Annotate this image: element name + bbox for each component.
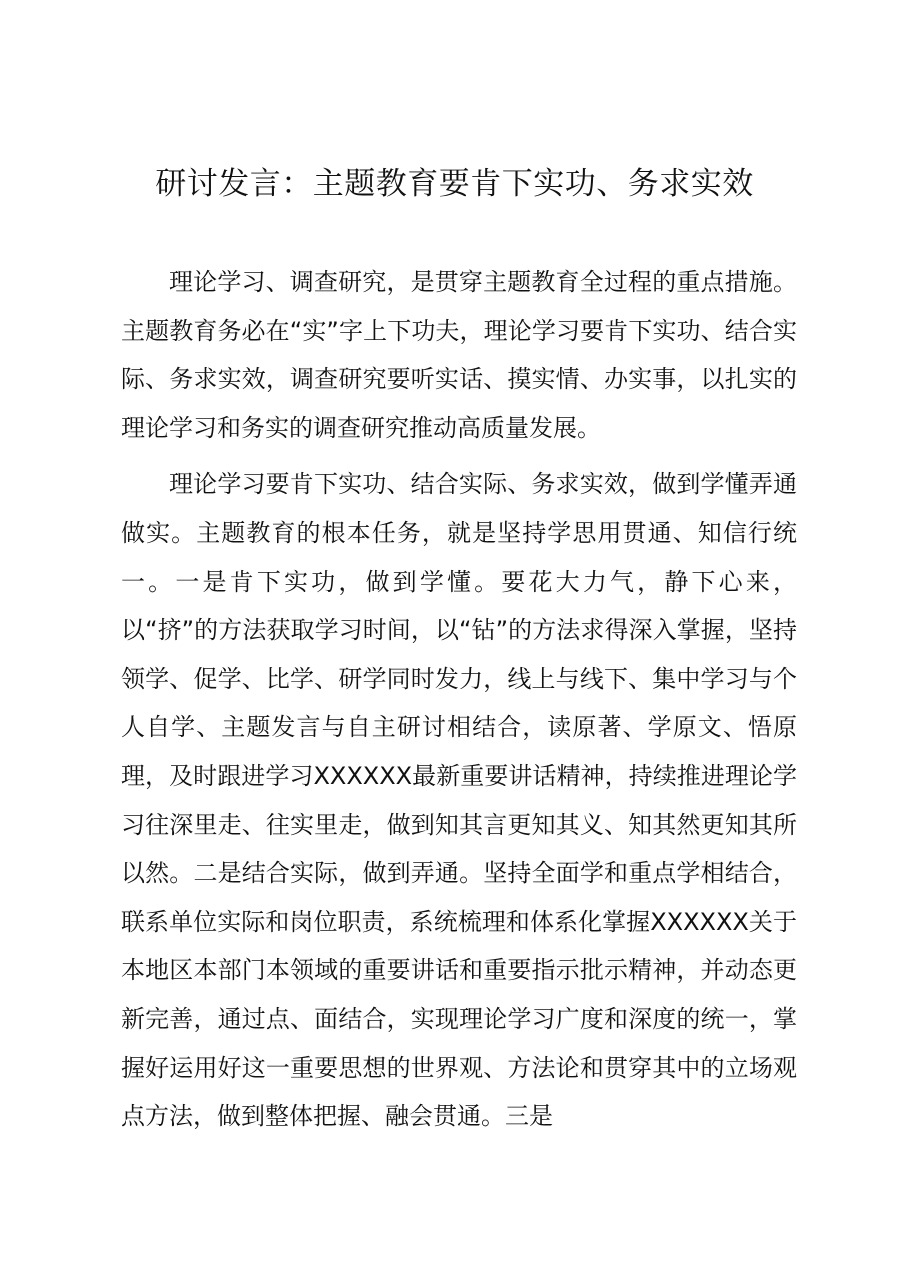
document-body xyxy=(121,258,797,1149)
paragraph-1: 理论学习、调查研究，是贯穿主题教育全过程的重点措施。主题教育务必在“实”字上下功夫，理论学习要肯下实功、结合实际、务求实效，调查研究要听实话、摸实情、办实事，以扎实的理论学习和务实的调查研究推动高质量发展。 xyxy=(121,268,797,442)
document-title: 研讨发言：主题教育要肯下实功、务求实效 xyxy=(155,166,754,202)
paragraph-2: 理论学习要肯下实功、结合实际、务求实效，做到学懂弄通做实。主题教育的根本任务，就是坚持学思用贯通、知信行统一。一是肯下实功，做到学懂。要花大力气，静下心来，以“挤”的方法获取学习时间，以“钻”的方法求得深入掌握，坚持领学、促学、比学、研学同时发力，线上与线下、集中学习与个人自学、主题发言与自主研讨相结合，读原著、学原文、悟原理，及时跟进学习XXXXXX最新重要讲话精神，持续推进理论学习往深里走、往实里走，做到知其言更知其义、知其然更知其所以然。二是结合实际，做到弄通。坚持全面学和重点学相结合，联系单位实际和岗位职责，系统梳理和体系化掌握XXXXXX关于本地区本部门本领域的重要讲话和重要指示批示精神，并动态更新完善，通过点、面结合，实现理论学习广度和深度的统一，掌握好运用好这一重要思想的世界观、方法论和贯穿其中的立场观点方法，做到整体把握、融会贯通。三是 xyxy=(121,470,797,1131)
